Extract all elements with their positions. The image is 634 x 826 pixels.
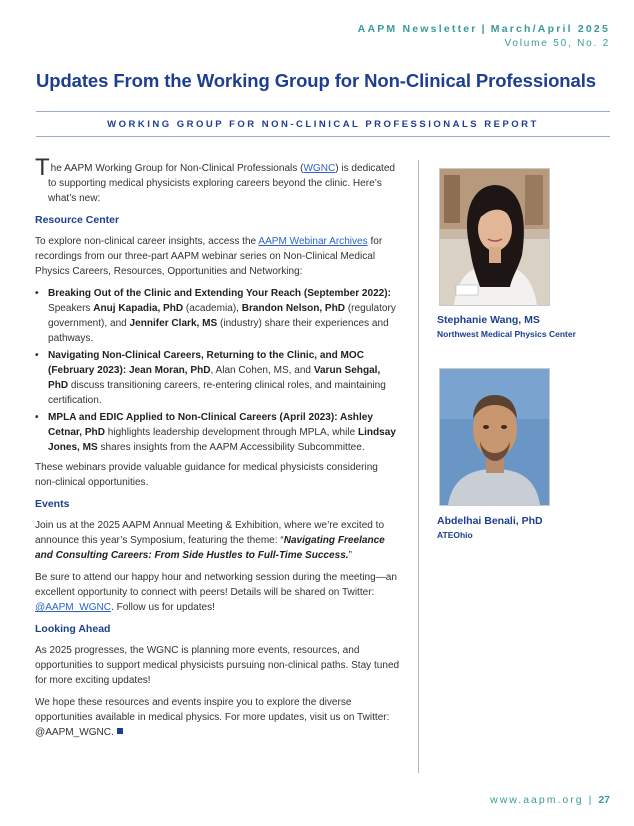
- webinar-text: discuss transitioning careers, re-entering clinical roles, and maintaining certification.: [48, 380, 386, 406]
- resource-center-closing: These webinars provide valuable guidance for medical physicists considering non-clinical opportunities.: [35, 462, 378, 488]
- webinar-item: [35, 286, 400, 346]
- rc-text: To explore non-clinical career insights, access the: [35, 236, 259, 247]
- end-mark-icon: [117, 728, 123, 734]
- abdelhai-benali-photo: [439, 368, 550, 506]
- webinar-text: Speakers: [48, 303, 94, 314]
- divider-top: [36, 111, 610, 112]
- person-name: Abdelhai Benali, PhD: [437, 515, 543, 527]
- person-name: Stephanie Wang, MS: [437, 314, 540, 326]
- page-title: Updates From the Working Group for Non-Clinical Professionals: [36, 70, 596, 91]
- intro-text: he AAPM Working Group for Non-Clinical Professionals (: [50, 163, 304, 174]
- webinar-item: [35, 348, 400, 408]
- divider-bottom: [36, 136, 610, 137]
- webinar-item: [35, 410, 400, 455]
- webinar-text: shares insights from the AAPM Accessibility Subcommittee.: [97, 442, 365, 453]
- webinar-title: Navigating Non-Clinical Careers, Returning to the Clinic, and MOC (February 2023): Jean Moran, PhD: [48, 350, 364, 376]
- page-number: 27: [598, 794, 610, 806]
- twitter-link[interactable]: @AAPM_WGNC: [35, 602, 112, 613]
- person-organization: Northwest Medical Physics Center: [437, 329, 576, 339]
- webinar-text: highlights leadership development through MPLA, while: [104, 427, 358, 438]
- person-organization: ATEOhio: [437, 530, 473, 540]
- events-paragraph-2: [35, 570, 400, 615]
- webinar-title: Breaking Out of the Clinic and Extending Your Reach (September 2022):: [48, 288, 391, 299]
- report-label: WORKING GROUP FOR NON-CLINICAL PROFESSIONALS REPORT: [107, 119, 539, 130]
- wgnc-link[interactable]: WGNC: [303, 163, 336, 174]
- footer-separator: |: [588, 794, 594, 806]
- events-heading: Events: [35, 498, 70, 510]
- issue-date: March/April 2025: [490, 23, 610, 35]
- looking-ahead-paragraph-1: As 2025 progresses, the WGNC is planning more events, resources, and opportunities to support medical physicists pursuing non-clinical paths. Stay tuned for more exciting updates!: [35, 645, 400, 686]
- events-text-end: . Follow us for updates!: [111, 602, 215, 613]
- resource-center-heading: Resource Center: [35, 214, 120, 226]
- webinar-text: , Alan Cohen, MS, and: [210, 365, 314, 376]
- events-text: Be sure to attend our happy hour and networking session during the meeting—an excellent opportunity to connect with peers! Details will be shared on Twitter:: [35, 572, 397, 598]
- webinar-title: MPLA and EDIC Applied to Non-Clinical Careers (April 2023): Ashley Cetnar, PhD: [48, 412, 373, 438]
- closing-text: We hope these resources and events inspire you to explore the diverse opportunities available in medical physics. For more updates, visit us on Twitter: @AAPM_WGNC.: [35, 697, 390, 738]
- webinar-text: (industry) share their experiences and pathways.: [48, 318, 389, 344]
- rc-text-end: for recordings from our three-part AAPM webinar series on Non-Clinical Medical Physics Careers, Resources, Opportunities and Networking:: [35, 236, 383, 277]
- header-separator: |: [481, 23, 487, 35]
- newsletter-header: [358, 23, 610, 35]
- webinar-text: (academia),: [183, 303, 242, 314]
- events-paragraph-1: [35, 518, 400, 563]
- speaker: Lindsay Jones, MS: [48, 427, 396, 453]
- looking-ahead-paragraph-2: [35, 695, 400, 740]
- column-divider: [418, 160, 419, 773]
- speaker: Brandon Nelson, PhD: [241, 303, 346, 314]
- article-body: [35, 154, 400, 747]
- resource-center-paragraph: [35, 234, 400, 279]
- intro-paragraph: [35, 154, 400, 206]
- intro-text-end: ) is dedicated to supporting medical physicists exploring careers beyond the clinic. Here’s what’s new:: [48, 163, 396, 204]
- drop-cap: T: [35, 154, 50, 181]
- stephanie-wang-photo: [439, 168, 550, 306]
- newsletter-name: AAPM Newsletter: [357, 23, 478, 35]
- symposium-theme: Navigating Freelance and Consulting Careers: From Side Hustles to Full-Time Success.: [35, 535, 385, 561]
- webinar-text: (regulatory government), and: [48, 303, 396, 329]
- looking-ahead-heading: Looking Ahead: [35, 623, 111, 635]
- webinar-list: [35, 286, 400, 455]
- volume-label: Volume 50, No. 2: [504, 38, 610, 49]
- speaker: Anuj Kapadia, PhD: [93, 303, 184, 314]
- speaker: Jennifer Clark, MS: [129, 318, 218, 329]
- speaker: Varun Sehgal, PhD: [48, 365, 381, 391]
- webinar-archives-link[interactable]: AAPM Webinar Archives: [258, 236, 368, 247]
- events-text: Join us at the 2025 AAPM Annual Meeting & Exhibition, where we’re excited to announce this year’s Symposium, featuring the theme: “: [35, 520, 385, 546]
- page-footer: [490, 794, 610, 806]
- events-text-end: ”: [348, 550, 352, 561]
- website-link[interactable]: www.aapm.org: [490, 794, 584, 806]
